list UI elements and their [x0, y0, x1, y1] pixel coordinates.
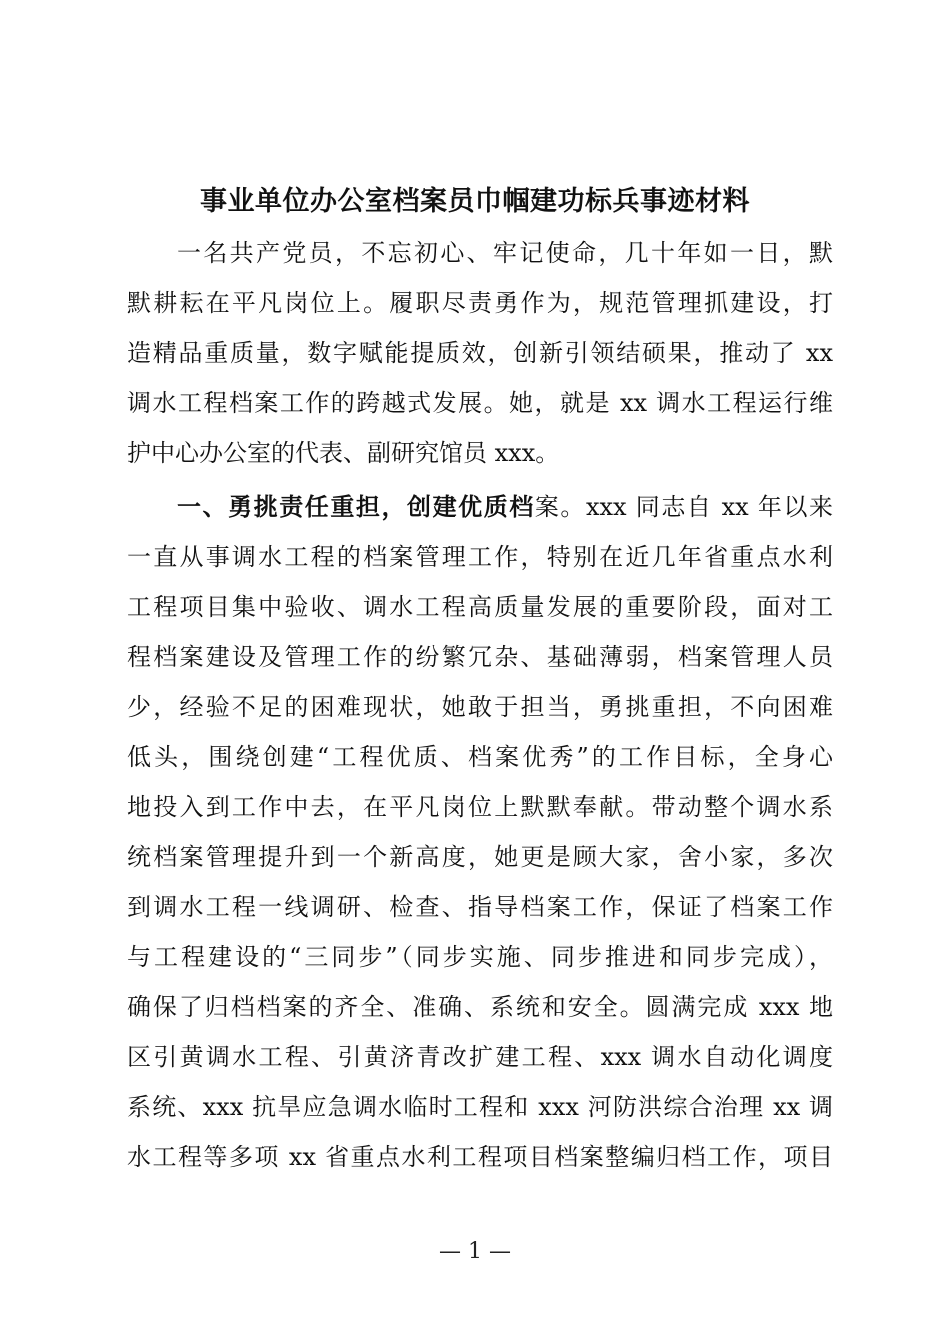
paragraph1-line: 调水工程档案工作的跨越式发展。她，就是 xx 调水工程运行维 [127, 389, 833, 417]
paragraph1-line: 护中心办公室的代表、副研究馆员 xxx。 [127, 439, 560, 467]
document-title: 事业单位办公室档案员巾帼建功标兵事迹材料 [200, 186, 750, 217]
paragraph2-line: 确保了归档档案的齐全、准确、系统和安全。圆满完成 xxx 地 [127, 993, 833, 1021]
paragraph2-line: 与工程建设的“三同步”（同步实施、同步推进和同步完成）， [127, 943, 833, 971]
paragraph2-line: 到调水工程一线调研、检查、指导档案工作，保证了档案工作 [127, 893, 833, 921]
paragraph2-line: 少，经验不足的困难现状，她敢于担当，勇挑重担，不向困难 [127, 693, 833, 721]
section-heading: 一、勇挑责任重担，创建优质档 [177, 493, 535, 521]
paragraph2-line: 地投入到工作中去，在平凡岗位上默默奉献。带动整个调水系 [127, 793, 833, 821]
paragraph2-line: 水工程等多项 xx 省重点水利工程项目档案整编归档工作，项目 [127, 1143, 833, 1171]
paragraph2-line: 一直从事调水工程的档案管理工作，特别在近几年省重点水利 [127, 543, 833, 571]
paragraph2-line: 区引黄调水工程、引黄济青改扩建工程、xxx 调水自动化调度 [127, 1043, 833, 1071]
paragraph2-first-line [127, 482, 833, 532]
paragraph2-line: 低头，围绕创建“工程优质、档案优秀”的工作目标，全身心 [127, 743, 833, 771]
page-number: — 1 — [439, 1239, 511, 1264]
paragraph1-line: 一名共产党员，不忘初心、牢记使命，几十年如一日，默 [177, 239, 833, 267]
paragraph2-line: 程档案建设及管理工作的纷繁冗杂、基础薄弱，档案管理人员 [127, 643, 833, 671]
document-body [127, 228, 833, 1182]
paragraph1-line: 默耕耘在平凡岗位上。履职尽责勇作为，规范管理抓建设，打 [127, 289, 833, 317]
paragraph2-first-line-text: 案。xxx 同志自 xx 年以来 [534, 493, 834, 521]
paragraph1-line: 造精品重质量，数字赋能提质效，创新引领结硕果，推动了 xx [127, 339, 833, 367]
paragraph2-line: 统档案管理提升到一个新高度，她更是顾大家，舍小家，多次 [127, 843, 833, 871]
paragraph2-line: 工程项目集中验收、调水工程高质量发展的重要阶段，面对工 [127, 593, 833, 621]
paragraph2-line: 系统、xxx 抗旱应急调水临时工程和 xxx 河防洪综合治理 xx 调 [127, 1093, 833, 1121]
